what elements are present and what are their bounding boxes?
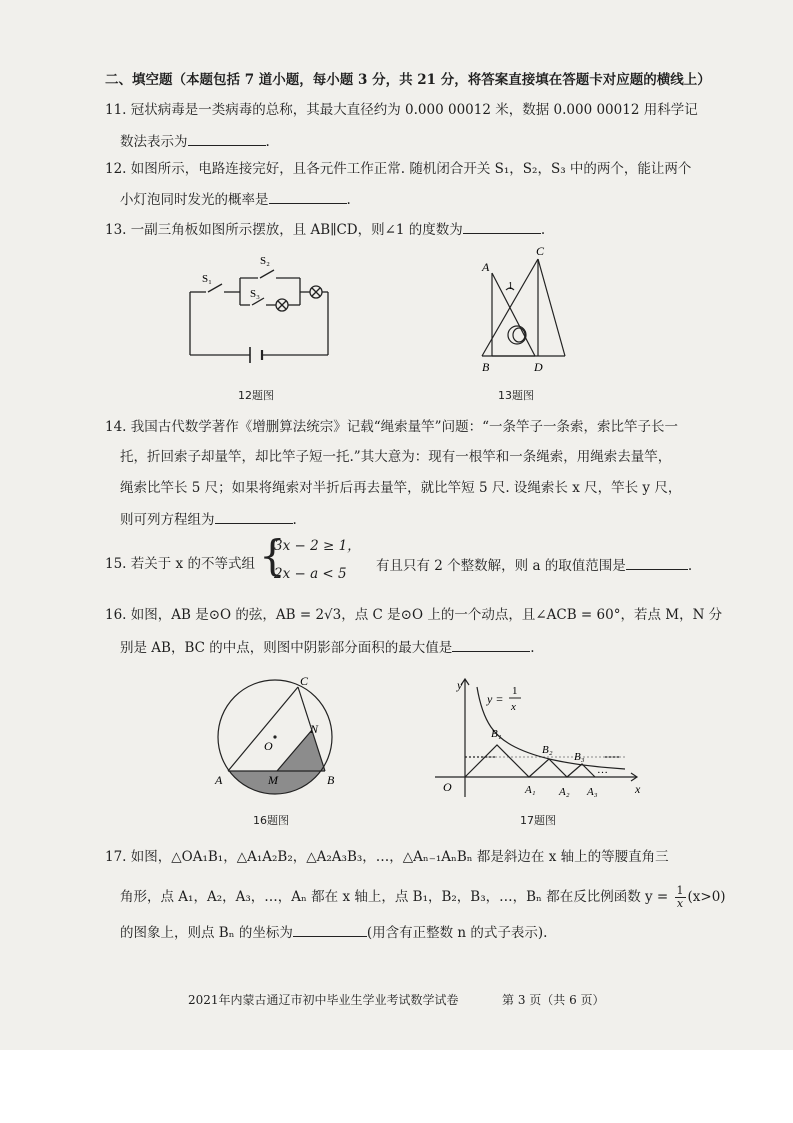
fig12-circuit [180,250,340,370]
fig16-c-label: C [300,674,309,688]
fig12-caption: 12题图 [238,389,274,402]
q15-suffix-line [376,555,692,575]
q14-end: . [292,512,297,528]
q13-line1 [105,219,545,239]
fig16-center-dot [273,735,276,738]
q16-answer-blank [452,637,530,652]
q15-brace: { [259,531,286,580]
q15-ineq2: 2x − a < 5 [274,566,347,582]
fig17-x-axis-label: x [635,782,641,796]
fig12-s3-label: S₃ [250,288,260,300]
q11-text: 数法表示为 [120,134,188,150]
section-title: 二、填空题（本题包括 7 道小题，每小题 3 分，共 21 分，将答案直接填在答题卡对应题的横线上） [105,72,711,88]
q17-line3 [120,922,547,942]
q17-end: (用含有正整数 n 的式子表示). [366,925,548,941]
fig13-angle1-label: 1 [508,281,513,292]
q14-line4 [120,509,297,529]
q15-end: . [687,558,693,574]
q17-frac-den: x [676,897,684,910]
q15-answer-blank [626,555,688,570]
fig17-caption: 17题图 [520,814,556,827]
q16-line1: 16. 如图，AB 是⊙O 的弦，AB = 2√3，点 C 是⊙O 上的一个动点，且∠ACB = 60°，若点 M，N 分 [105,607,723,623]
footer-page: 第 3 页（共 6 页） [502,993,605,1007]
q11-line2 [120,131,270,151]
fig16-a-label: A [215,773,223,787]
fig13-caption: 13题图 [498,389,534,402]
q16-line2 [120,637,535,657]
fig16-caption: 16题图 [253,814,289,827]
fig17-a2-label: A₂ [559,786,570,798]
fig17-func-num: 1 [512,685,518,697]
q11-end: . [265,134,270,150]
fig16-m-label: M [268,773,278,787]
q11-line1: 11. 冠状病毒是一类病毒的总称，其最大直径约为 0.000 00012 米，数据 0.000 00012 用科学记 [105,102,698,118]
q15-prefix: 15. 若关于 x 的不等式组 [105,556,255,572]
fig12-s2-label: S₂ [260,255,270,267]
fig17-y-axis-label: y [457,678,463,692]
q12-line2 [120,189,351,209]
q17-frac-num: 1 [676,884,684,897]
q17-answer-blank [293,922,367,937]
q14-line2: 托，折回索子却量竿，却比竿子短一托.”其大意为：现有一根竿和一条绳索，用绳索去量竿， [120,449,672,465]
q17-fraction [675,885,686,910]
q13-text: 13. 一副三角板如图所示摆放，且 AB∥CD，则∠1 的度数为 [105,222,463,238]
fig16-b-label: B [327,773,335,787]
fig17-origin-label: O [443,780,452,794]
q11-answer-blank [188,131,266,146]
fig13-c-label: C [536,244,545,258]
fig12-s1-label: S₁ [202,273,212,285]
fig17-func-den: x [511,701,516,713]
q14-line3: 绳索比竿长 5 尺；如果将绳索对半折后再去量竿，就比竿短 5 尺. 设绳索长 x 尺，竿长 y 尺， [120,480,682,496]
q17-text: 角形，点 A₁，A₂，A₃，…，Aₙ 都在 x 轴上，点 B₁，B₂，B₃，…，Bₙ 都在反比例函数 y = [120,889,669,905]
q16-text: 别是 AB，BC 的中点，则图中阴影部分面积的最大值是 [120,640,453,656]
q12-answer-blank [269,189,347,204]
q17-text2: 的图象上，则点 Bₙ 的坐标为 [120,925,293,941]
fig17-a1-label: A₁ [525,784,536,796]
q14-text: 则可列方程组为 [120,512,215,528]
fig16-o-label: O [264,739,273,753]
fig17-a3-label: A₃ [587,786,598,798]
fig13-b-label: B [482,360,490,374]
fig17-graph [425,673,655,803]
q17-line2 [120,885,726,910]
q15-ineq1: 3x − 2 ≥ 1， [274,538,361,554]
q14-line1: 14. 我国古代数学著作《增删算法统宗》记载“绳索量竿”问题：“一条竿子一条索，索比竿子长一 [105,419,678,435]
q13-answer-blank [463,219,541,234]
q14-answer-blank [215,509,293,524]
q15-suffix: 有且只有 2 个整数解，则 a 的取值范围是 [376,558,626,574]
q17-domain: (x>0) [687,889,726,905]
fig17-b3-label: B₃ [574,751,585,763]
fig17-dots: … [597,764,608,776]
fig13-d-label: D [534,360,543,374]
fig17-func-label: y = [487,692,504,706]
q17-line1: 17. 如图，△OA₁B₁，△A₁A₂B₂，△A₂A₃B₃，…，△Aₙ₋₁AₙBₙ 都是斜边在 x 轴上的等腰直角三 [105,849,669,865]
fig17-b2-label: B₂ [542,744,553,756]
q13-end: . [540,222,546,238]
q12-line1: 12. 如图所示，电路连接完好，且各元件工作正常. 随机闭合开关 S₁，S₂，S₃ 中的两个，能让两个 [105,161,692,177]
q16-end: . [530,640,535,656]
fig17-b1-label: B₁ [491,728,502,740]
q12-end: . [346,192,351,208]
footer-title: 2021年内蒙古通辽市初中毕业生学业考试数学试卷 [188,993,459,1007]
fig13-a-label: A [482,260,490,274]
fig16-n-label: N [310,722,319,736]
fig16-circle [205,670,355,805]
fig13-triangles [470,243,580,378]
q12-text: 小灯泡同时发光的概率是 [120,192,269,208]
